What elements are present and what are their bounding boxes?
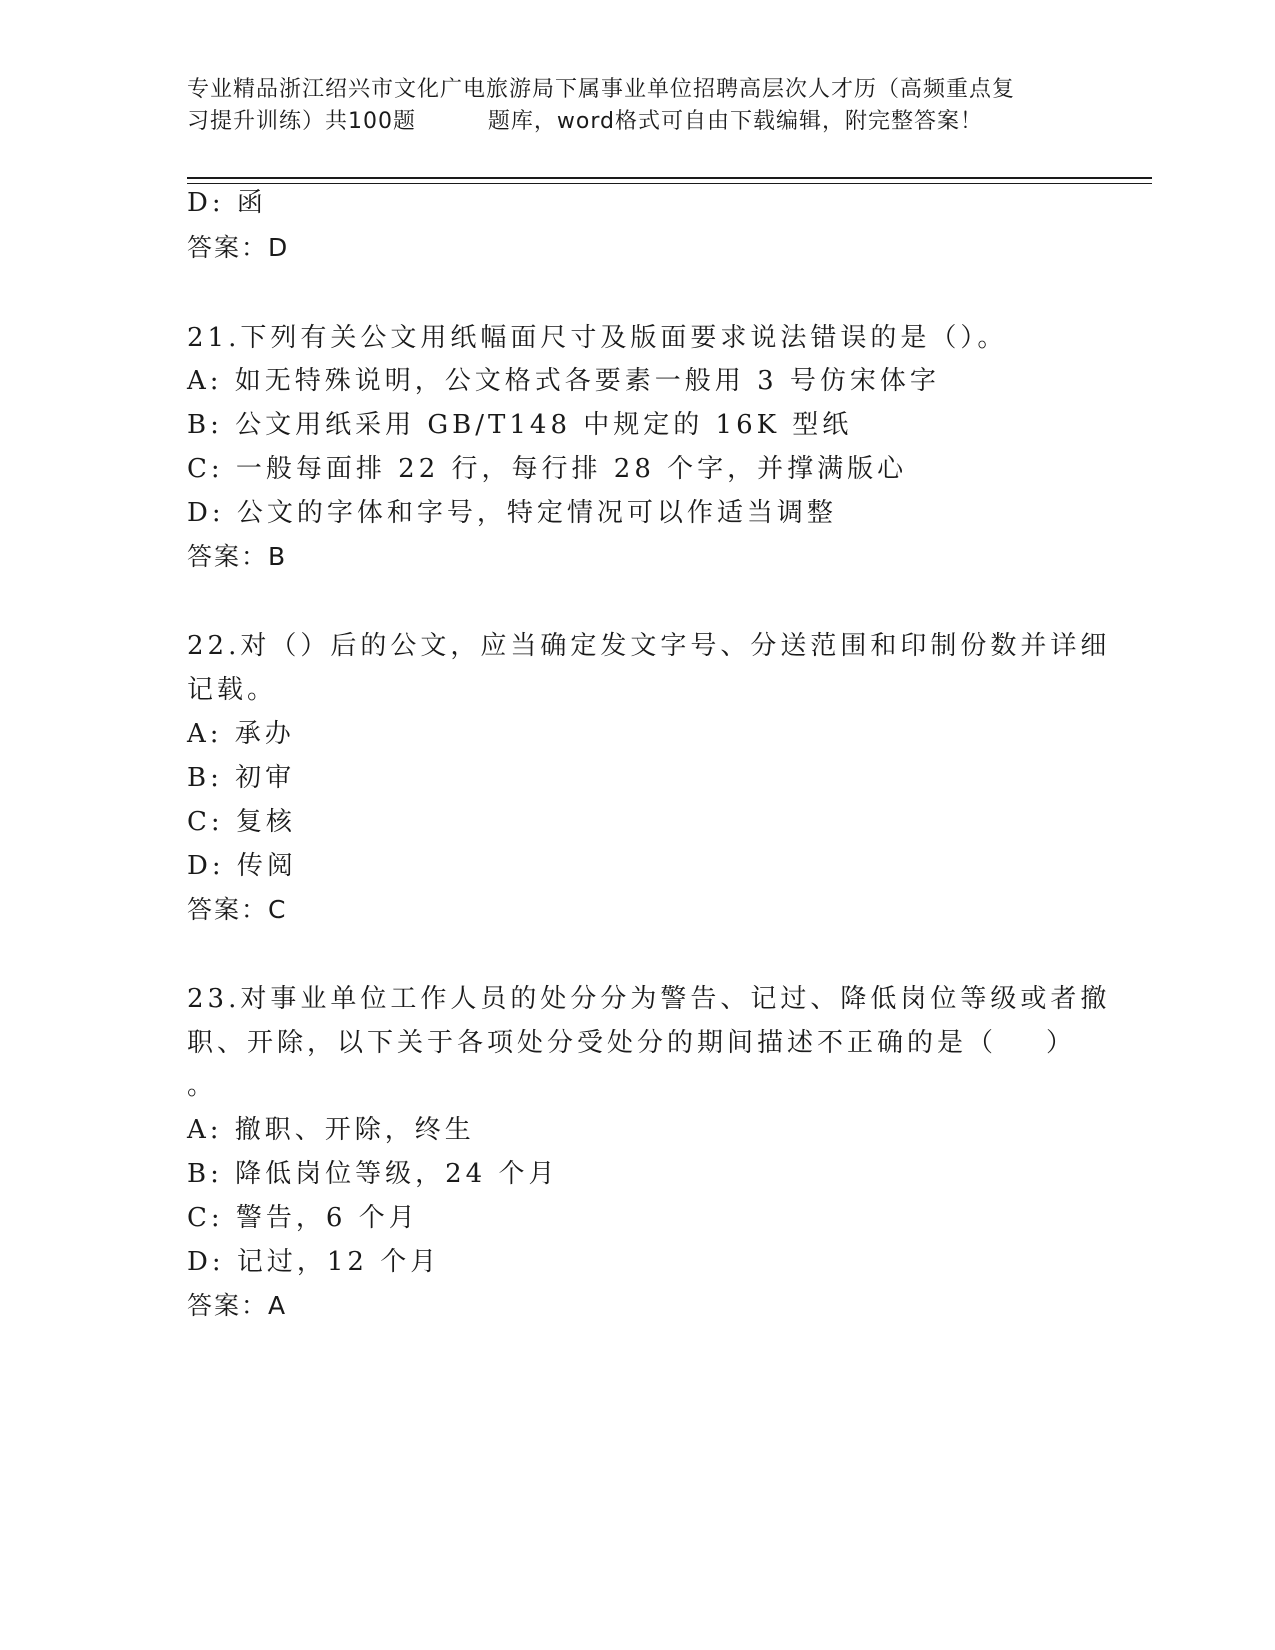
q23-option-c: C: 警告，6 个月: [187, 1203, 419, 1233]
q23-stem-line-2: 职、开除，以下关于各项处分受处分的期间描述不正确的是（ ）: [187, 1028, 1077, 1058]
q22-option-a: A: 承办: [187, 719, 295, 749]
q23-stem-line-1: 23.对事业单位工作人员的处分分为警告、记过、降低岗位等级或者撤: [187, 984, 1111, 1014]
page-header: [187, 74, 1087, 138]
header-divider-thick: [187, 177, 1152, 179]
q23-stem-line-3: 。: [187, 1071, 218, 1101]
q21-answer: 答案：B: [187, 542, 288, 571]
q22-option-c: C: 复核: [187, 807, 296, 837]
q22-stem-line-1: 22.对（）后的公文，应当确定发文字号、分送范围和印制份数并详细: [187, 631, 1111, 661]
header-title-line-1: 专业精品浙江绍兴市文化广电旅游局下属事业单位招聘高层次人才历（高频重点复: [187, 77, 1016, 102]
q22-option-b: B: 初审: [187, 763, 296, 793]
header-title-line-2: 习提升训练）共100题 题库，word格式可自由下载编辑，附完整答案！: [187, 109, 984, 134]
q23-option-d: D: 记过，12 个月: [187, 1247, 441, 1277]
q23-option-b: B: 降低岗位等级，24 个月: [187, 1159, 559, 1189]
q22-stem-line-2: 记载。: [187, 675, 278, 705]
q21-option-a: A: 如无特殊说明，公文格式各要素一般用 3 号仿宋体字: [187, 366, 940, 396]
q23-option-a: A: 撤职、开除，终生: [187, 1115, 475, 1145]
q21-option-c: C: 一般每面排 22 行，每行排 28 个字，并撑满版心: [187, 454, 908, 484]
q22-answer: 答案：C: [187, 895, 288, 924]
prev-answer: 答案：D: [187, 233, 290, 262]
prev-option-d: D: 函: [187, 188, 267, 218]
q21-stem: 21.下列有关公文用纸幅面尺寸及版面要求说法错误的是（）。: [187, 323, 1008, 353]
q21-option-b: B: 公文用纸采用 GB/T148 中规定的 16K 型纸: [187, 410, 853, 440]
q22-option-d: D: 传阅: [187, 851, 297, 881]
q23-answer: 答案：A: [187, 1291, 288, 1320]
q21-option-d: D: 公文的字体和字号，特定情况可以作适当调整: [187, 498, 837, 528]
header-divider-thin: [187, 183, 1152, 184]
